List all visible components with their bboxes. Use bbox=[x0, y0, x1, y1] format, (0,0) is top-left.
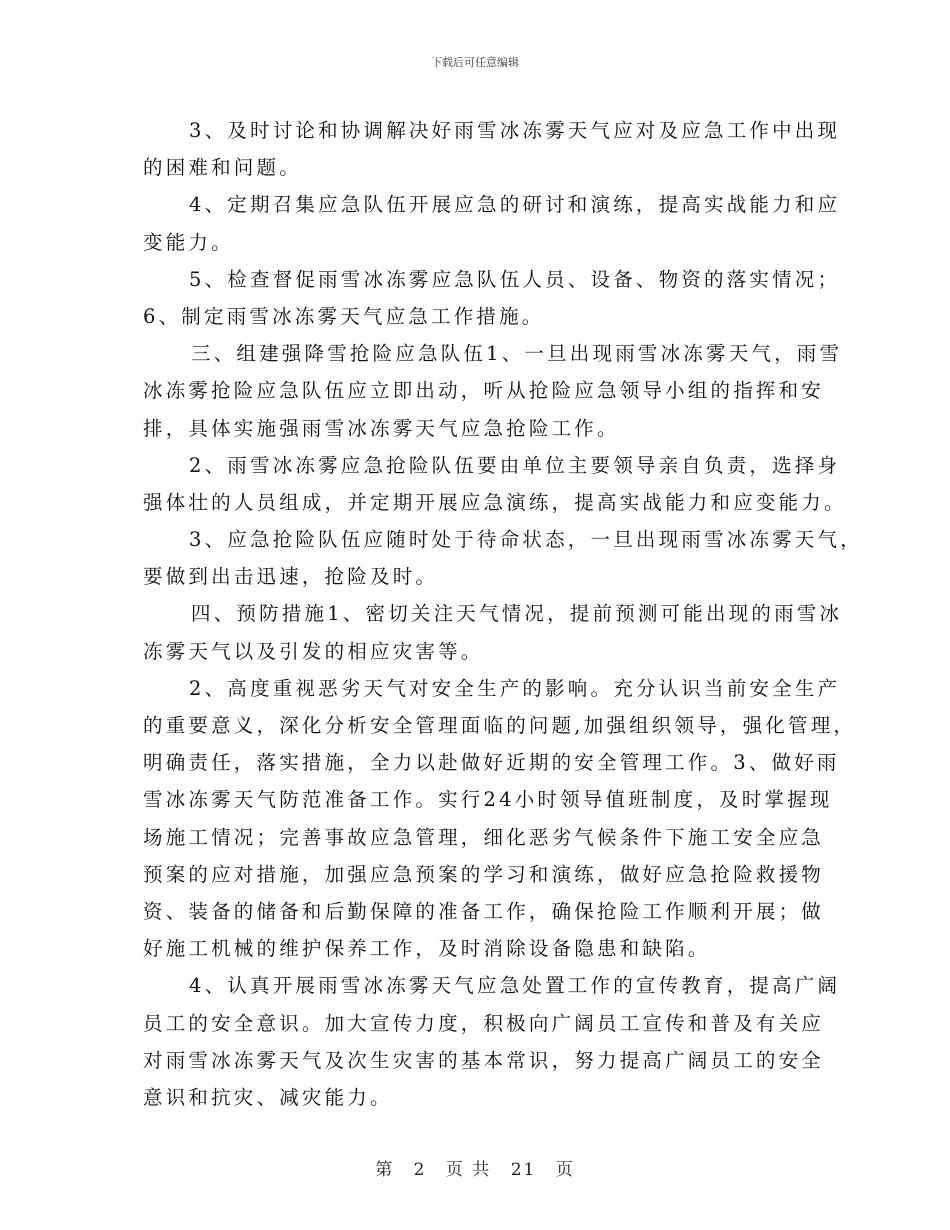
text-line: 排，具体实施强雨雪冰冻雾天气应急抢险工作。 bbox=[143, 416, 620, 440]
text-line: 明确责任，落实措施，全力以赴做好近期的安全管理工作。3、做好雨 bbox=[143, 751, 840, 775]
text-line: 雪冰冻雾天气防范准备工作。实行24小时领导值班制度，及时掌握现 bbox=[143, 788, 833, 812]
text-line: 3、应急抢险队伍应随时处于待命状态，一旦出现雨雪冰冻雾天气， bbox=[189, 528, 863, 552]
page-header: 下载后可任意编辑 bbox=[431, 56, 519, 69]
text-line: 冰冻雾抢险应急队伍应立即出动，听从抢险应急领导小组的指挥和安 bbox=[143, 379, 825, 403]
text-line: 变能力。 bbox=[143, 230, 234, 254]
footer-prefix: 第 bbox=[375, 1160, 395, 1180]
total-pages-number: 21 bbox=[510, 1160, 537, 1180]
text-line: 三、组建强降雪抢险应急队伍1、一旦出现雨雪冰冻雾天气，雨雪 bbox=[191, 342, 843, 366]
text-line: 员工的安全意识。加大宣传力度，积极向广阔员工宣传和普及有关应 bbox=[143, 1011, 825, 1035]
text-line: 要做到出击迅速，抢险及时。 bbox=[143, 565, 439, 589]
text-line: 意识和抗灾、减灾能力。 bbox=[143, 1085, 393, 1109]
text-line: 4、认真开展雨雪冰冻雾天气应急处置工作的宣传教育，提高广阔 bbox=[189, 974, 841, 998]
text-line: 2、高度重视恶劣天气对安全生产的影响。充分认识当前安全生产 bbox=[189, 676, 841, 700]
text-line: 资、装备的储备和后勤保障的准备工作，确保抢险工作顺利开展；做 bbox=[143, 899, 825, 923]
text-line: 预案的应对措施，加强应急预案的学习和演练，做好应急抢险救援物 bbox=[143, 862, 825, 886]
page-footer bbox=[0, 1155, 950, 1180]
text-line: 的重要意义，深化分析安全管理面临的问题,加强组织领导，强化管理， bbox=[143, 714, 857, 737]
text-line: 对雨雪冰冻雾天气及次生灾害的基本常识，努力提高广阔员工的安全 bbox=[143, 1048, 825, 1072]
text-line: 强体壮的人员组成，并定期开展应急演练，提高实战能力和应变能力。 bbox=[143, 490, 847, 514]
text-line: 好施工机械的维护保养工作，及时消除设备隐患和缺陷。 bbox=[143, 937, 711, 961]
text-line: 6、制定雨雪冰冻雾天气应急工作措施。 bbox=[143, 304, 545, 328]
text-line: 四、预防措施1、密切关注天气情况，提前预测可能出现的雨雪冰 bbox=[191, 602, 843, 626]
text-line: 5、检查督促雨雪冰冻雾应急队伍人员、设备、物资的落实情况； bbox=[189, 267, 841, 291]
text-line: 4、定期召集应急队伍开展应急的研讨和演练，提高实战能力和应 bbox=[189, 193, 841, 217]
footer-suffix: 页 bbox=[555, 1160, 575, 1180]
text-line: 3、及时讨论和协调解决好雨雪冰冻雾天气应对及应急工作中出现 bbox=[189, 119, 841, 142]
current-page-number: 2 bbox=[413, 1160, 427, 1180]
text-line: 的困难和问题。 bbox=[143, 156, 302, 180]
document-body bbox=[143, 112, 863, 1116]
text-line: 场施工情况；完善事故应急管理，细化恶劣气候条件下施工安全应急 bbox=[143, 825, 825, 849]
footer-middle: 页 共 bbox=[445, 1160, 492, 1180]
text-line: 冻雾天气以及引发的相应灾害等。 bbox=[143, 639, 484, 663]
text-line: 2、雨雪冰冻雾应急抢险队伍要由单位主要领导亲自负责，选择身 bbox=[189, 453, 841, 477]
